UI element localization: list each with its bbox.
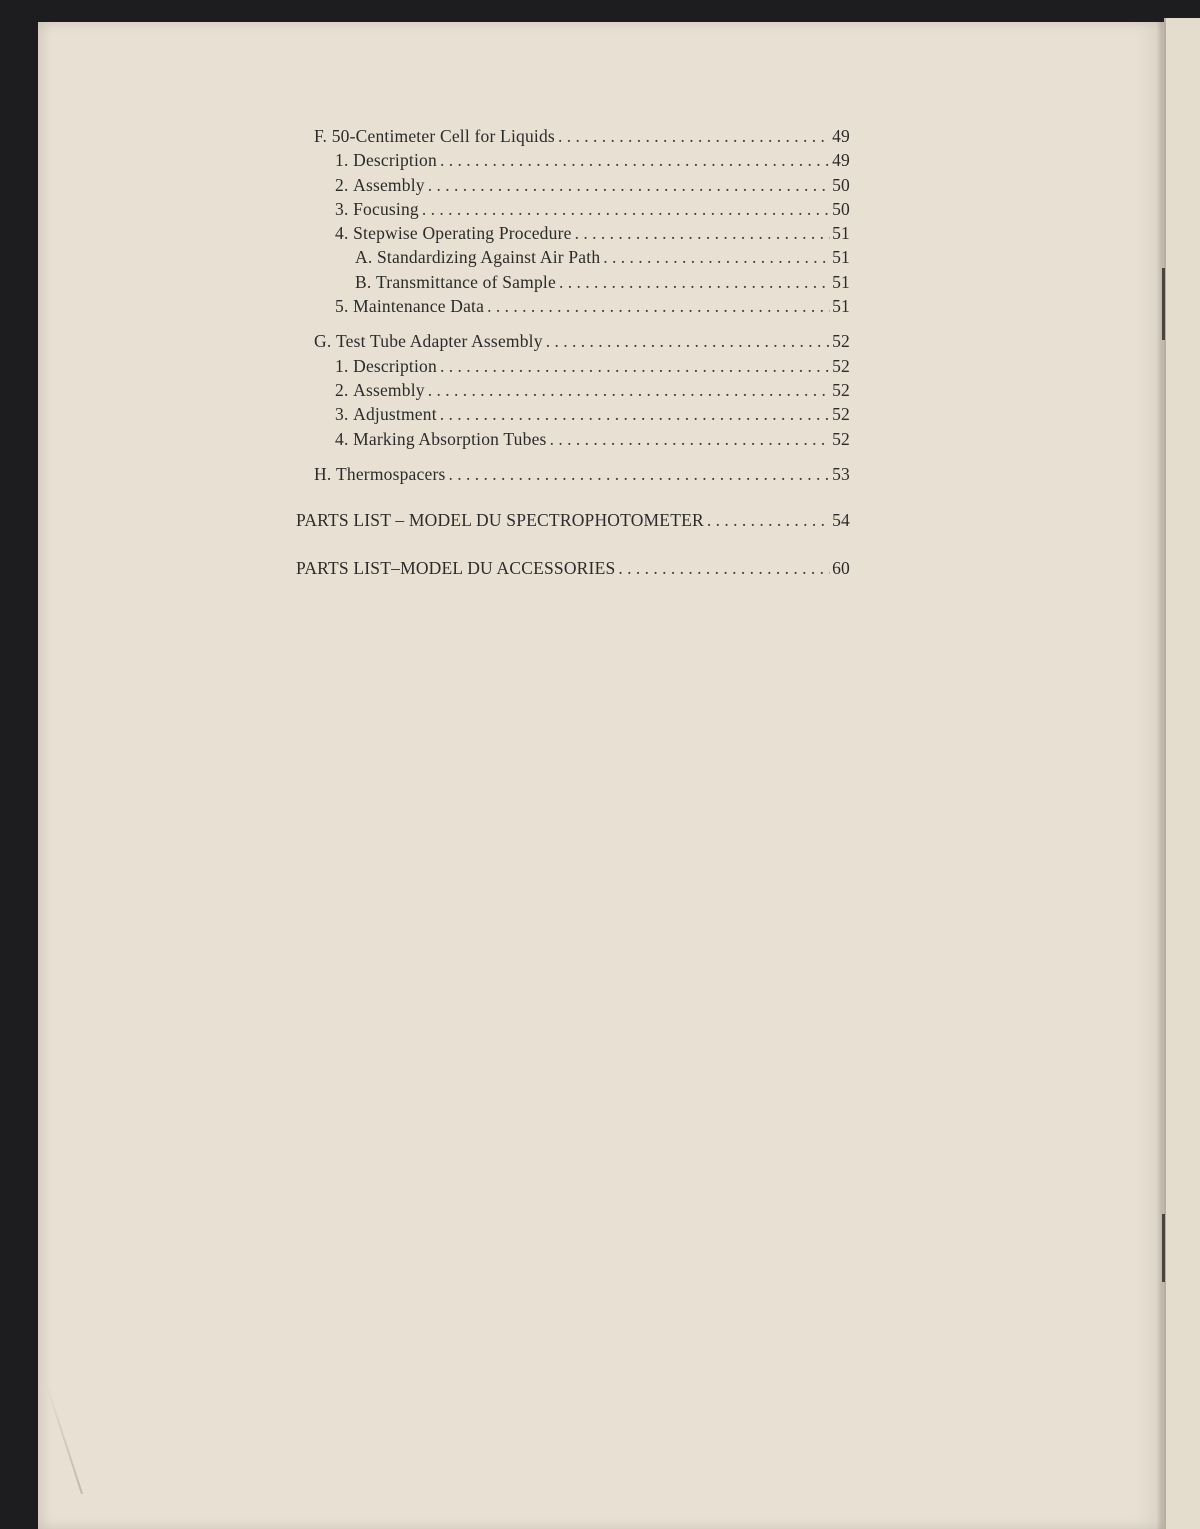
toc-entry-label: H. Thermospacers (314, 463, 446, 484)
toc-entry-label: 1. Description (335, 355, 437, 376)
toc-page-number: 52 (832, 379, 850, 400)
dot-leader (546, 329, 830, 353)
toc-entry-label: PARTS LIST–MODEL DU ACCESSORIES (296, 558, 616, 579)
toc-entry[interactable] (296, 378, 850, 402)
dot-leader (707, 508, 830, 532)
toc-page-number: 49 (832, 150, 850, 171)
dot-leader (575, 221, 831, 245)
table-of-contents (296, 124, 850, 581)
dot-leader (428, 378, 830, 402)
toc-page-number: 50 (832, 198, 850, 219)
dot-leader (428, 173, 830, 197)
toc-page-number: 54 (832, 510, 850, 531)
binding-staple (1162, 1214, 1165, 1282)
dot-leader (603, 245, 830, 269)
dot-leader (550, 427, 831, 451)
toc-entry-section-h[interactable] (296, 462, 850, 486)
toc-entry-label: B. Transmittance of Sample (355, 271, 556, 292)
toc-page-number: 52 (832, 355, 850, 376)
toc-page-number: 49 (832, 126, 850, 146)
toc-page-number: 53 (832, 463, 850, 484)
toc-entry-section-f[interactable] (296, 124, 850, 148)
toc-entry-label: 3. Adjustment (335, 404, 437, 425)
toc-entry-section-g[interactable] (296, 329, 850, 353)
toc-entry-label: PARTS LIST – MODEL DU SPECTROPHOTOMETER (296, 510, 704, 531)
toc-entry-label: 4. Stepwise Operating Procedure (335, 223, 572, 244)
toc-entry-parts-list-spectrophotometer[interactable] (296, 508, 850, 532)
toc-entry-label: 5. Maintenance Data (335, 296, 485, 317)
binding-staple (1162, 268, 1165, 340)
toc-page-number: 51 (832, 223, 850, 244)
toc-entry-label: F. 50-Centimeter Cell for Liquids (314, 126, 555, 146)
toc-entry[interactable] (296, 197, 850, 221)
toc-entry[interactable] (296, 245, 850, 269)
dot-leader (440, 354, 830, 378)
dot-leader (559, 270, 830, 294)
toc-page-number: 60 (832, 558, 850, 579)
toc-page-number: 50 (832, 174, 850, 195)
toc-entry-label: A. Standardizing Against Air Path (355, 247, 601, 268)
toc-page-number: 51 (832, 271, 850, 292)
dot-leader (487, 294, 830, 318)
toc-entry[interactable] (296, 294, 850, 318)
toc-entry-label: 4. Marking Absorption Tubes (335, 428, 547, 449)
dot-leader (449, 462, 831, 486)
dot-leader (422, 197, 830, 221)
toc-page-number: 52 (832, 331, 850, 352)
toc-entry-label: 3. Focusing (335, 198, 419, 219)
toc-entry-label: 1. Description (335, 150, 437, 171)
toc-entry-label: G. Test Tube Adapter Assembly (314, 331, 543, 352)
toc-entry-parts-list-accessories[interactable] (296, 556, 850, 580)
toc-entry[interactable] (296, 173, 850, 197)
toc-page-number: 52 (832, 404, 850, 425)
toc-page-number: 51 (832, 296, 850, 317)
toc-entry-label: 2. Assembly (335, 379, 425, 400)
dot-leader (440, 148, 830, 172)
dot-leader (558, 124, 830, 148)
toc-page-number: 51 (832, 247, 850, 268)
toc-entry[interactable] (296, 270, 850, 294)
adjacent-page-edge (1164, 18, 1200, 1529)
toc-page-number: 52 (832, 428, 850, 449)
toc-entry-label: 2. Assembly (335, 174, 425, 195)
dot-leader (618, 556, 830, 580)
toc-entry[interactable] (296, 148, 850, 172)
toc-entry[interactable] (296, 354, 850, 378)
dot-leader (440, 402, 830, 426)
toc-entry[interactable] (296, 221, 850, 245)
toc-entry[interactable] (296, 427, 850, 451)
toc-entry[interactable] (296, 402, 850, 426)
